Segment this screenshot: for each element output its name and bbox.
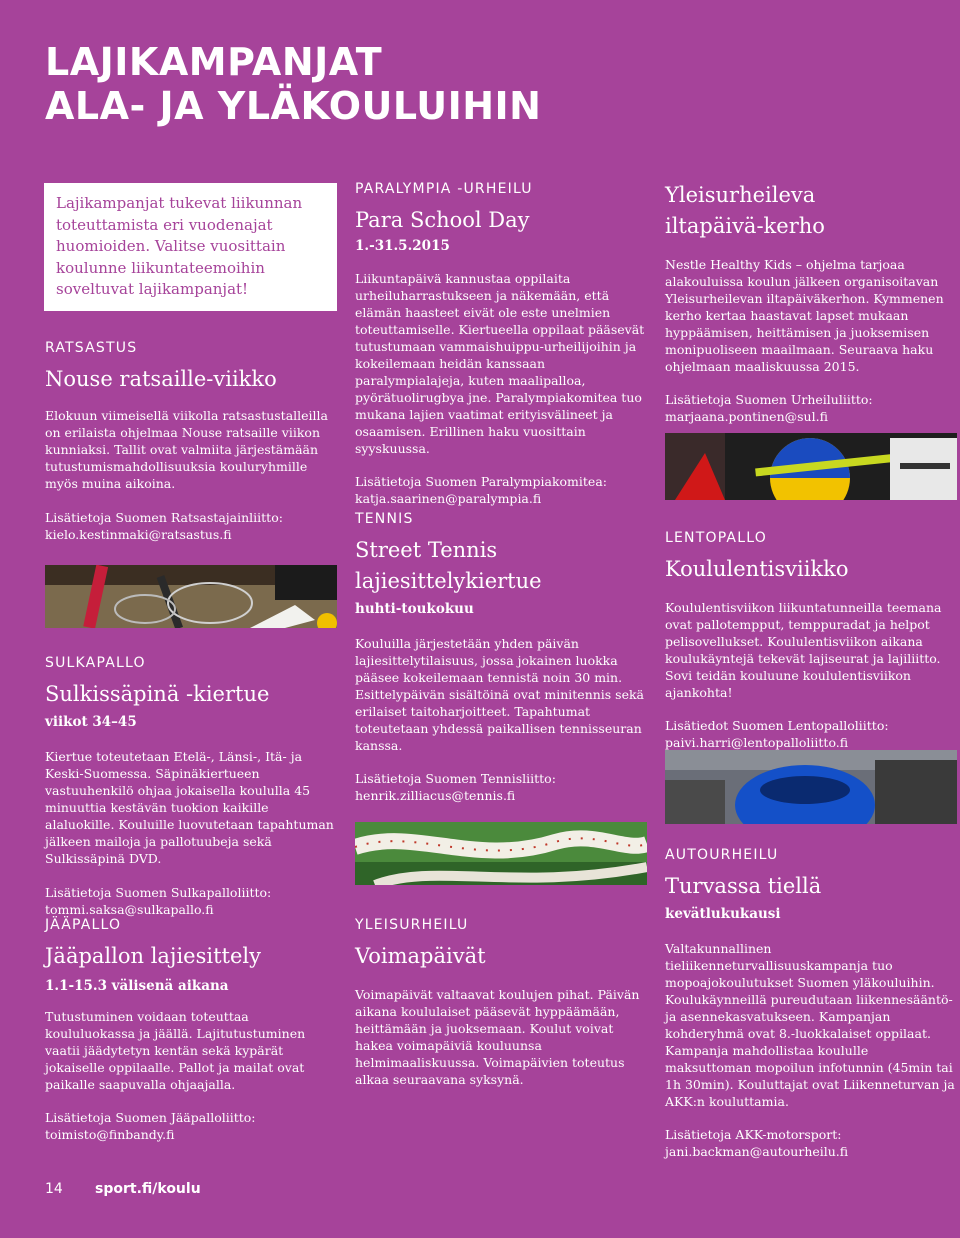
contact-email[interactable]: kielo.kestinmaki@ratsastus.fi xyxy=(45,527,232,542)
section-tennis xyxy=(355,511,647,804)
contact-info xyxy=(665,391,957,425)
contact-label: Lisätietoja Suomen Sulkapalloliitto: xyxy=(45,885,272,900)
section-subtitle: viikot 34–45 xyxy=(45,714,137,730)
category-label: SULKAPALLO xyxy=(45,655,146,671)
category-label: JÄÄPALLO xyxy=(45,917,122,933)
heading-line1: Yleisurheileva xyxy=(665,183,816,207)
section-body: Elokuun viimeisellä viikolla ratsastustalleilla on erilaista ohjelmaa Nouse ratsaille viikon kunniaksi. Tallit ovat valmiita järjestämään tutustumismahdollisuuksia kouluryhmille myös muina aikoina. xyxy=(45,408,329,491)
category-label: LENTOPALLO xyxy=(665,530,767,546)
section-body: Tutustuminen voidaan toteuttaa koululuokassa ja jäällä. Lajitutustuminen vaatii jäädytetyn kentän sekä kypärät jokaiselle oppilaalle. Pallot ja mailat ovat paikalle saapuvalla ohjaajalla. xyxy=(45,1009,306,1092)
section-heading: Koululentisviikko xyxy=(665,557,849,581)
section-subtitle: kevätlukukausi xyxy=(665,906,781,922)
section-autourheilu xyxy=(665,847,957,1160)
heading-line1: Street Tennis xyxy=(355,538,498,562)
contact-email[interactable]: marjaana.pontinen@sul.fi xyxy=(665,409,828,424)
page-title xyxy=(45,40,541,128)
measuring-tape-photo xyxy=(355,822,647,885)
section-jaapallo xyxy=(45,917,337,1143)
page-number: 14 xyxy=(45,1181,63,1197)
contact-label: Lisätietoja Suomen Jääpalloliitto: xyxy=(45,1110,256,1125)
section-subtitle: 1.-31.5.2015 xyxy=(355,238,450,254)
contact-info xyxy=(665,1126,957,1160)
contact-info xyxy=(45,1109,337,1143)
section-paralympia xyxy=(355,181,647,507)
heading-line2: lajiesittelykiertue xyxy=(355,569,542,593)
category-label: YLEISURHEILU xyxy=(355,917,469,933)
contact-info xyxy=(45,509,337,543)
section-heading: Turvassa tiellä xyxy=(665,874,822,898)
contact-info xyxy=(45,884,337,918)
sports-equipment-photo xyxy=(665,433,957,500)
motorsport-illustration xyxy=(665,750,957,824)
section-heading xyxy=(355,535,647,597)
section-lentopallo xyxy=(665,530,957,751)
section-body: Valtakunnallinen tieliikenneturvallisuuskampanja tuo mopoajokoulutukset Suomen yläkouluihin. Koulukäynneillä pureudutaan liikennesääntö- ja asennekasvatukseen. Kampanjan kohderyhmä ovat 8.-luokkalaiset oppilaat. Kampanja mahdollistaa koululle maksuttoman mopoilun infotunnin (45min tai 1h 30min). Kouluttajat ovat Liikenneturvan ja AKK:n kouluttamia. xyxy=(665,941,955,1109)
contact-email[interactable]: toimisto@finbandy.fi xyxy=(45,1127,175,1142)
contact-label: Lisätietoja Suomen Tennisliitto: xyxy=(355,771,556,786)
page-title-line2: ALA- JA YLÄKOULUIHIN xyxy=(45,84,542,128)
section-body: Koululentisviikon liikuntatunneilla teemana ovat pallotempput, temppuradat ja helpot pelisovellukset. Koululentisviikon aikana koulukäyntejä tekevät lajiseurat ja lajiliitto. Sovi teidän kouluune koululentisviikon ajankohta! xyxy=(665,600,942,700)
category-label: PARALYMPIA -URHEILU xyxy=(355,181,533,197)
category-label: AUTOURHEILU xyxy=(665,847,779,863)
section-ratsastus xyxy=(45,340,337,543)
contact-email[interactable]: paivi.harri@lentopalloliitto.fi xyxy=(665,735,849,750)
category-label: RATSASTUS xyxy=(45,340,138,356)
contact-email[interactable]: henrik.zilliacus@tennis.fi xyxy=(355,788,516,803)
contact-email[interactable]: jani.backman@autourheilu.fi xyxy=(665,1144,849,1159)
contact-label: Lisätietoja Suomen Ratsastajainliitto: xyxy=(45,510,283,525)
section-heading: Jääpallon lajiesittely xyxy=(45,944,261,968)
section-body: Liikuntapäivä kannustaa oppilaita urheiluharrastukseen ja näkemään, että elämän haasteet eivät ole este unelmien toteuttamiselle. Kiertueella oppilaat pääsevät tutustumaan vammaishuippu-urheilijoihin ja kokeilemaan heidän kanssaan paralympialajeja, kuten maalipalloa, pyörätuolirugbya jne. Paralympiakomitea tuo mukana lajien vaatimat erityisvälineet ja osaamisen. Erillinen haku vuosittain syyskuussa. xyxy=(355,271,645,456)
category-label: TENNIS xyxy=(355,511,414,527)
contact-info xyxy=(355,473,647,507)
intro-text: Lajikampanjat tukevat liikunnan toteuttamista eri vuodenajat huomioiden. Valitse vuosittain koulunne liikuntateemoihin soveltuvat lajikampanjat! xyxy=(56,194,303,298)
contact-info xyxy=(665,717,957,751)
motorsport-photo xyxy=(665,750,957,824)
heading-line2: iltapäivä-kerho xyxy=(665,214,825,238)
contact-label: Lisätietoja Suomen Paralympiakomitea: xyxy=(355,474,607,489)
contact-label: Lisätietoja Suomen Urheiluliitto: xyxy=(665,392,873,407)
sports-equipment-illustration xyxy=(665,433,957,500)
section-sulkapallo xyxy=(45,655,337,918)
measuring-tape-illustration xyxy=(355,822,647,885)
section-body: Kouluilla järjestetään yhden päivän lajiesittelytilaisuus, jossa jokainen luokka pääsee kokeilemaan tennistä noin 30 min. Esittelypäivän sisältöinä ovat minitennis sekä erilaiset taitoharjoitteet. Tapahtumat toteutetaan yhdessä paikallisen tennisseuran kanssa. xyxy=(355,636,645,753)
section-heading xyxy=(665,180,957,242)
footer-site-link[interactable]: sport.fi/koulu xyxy=(95,1181,201,1197)
section-heading: Sulkissäpinä -kiertue xyxy=(45,682,270,706)
section-subtitle: huhti-toukokuu xyxy=(355,601,474,617)
contact-info xyxy=(355,770,647,804)
section-body: Voimapäivät valtaavat koulujen pihat. Päivän aikana koululaiset pääsevät hyppäämään, heittämään ja juoksemaan. Koulut voivat hakea voimapäiviä kouluunsa helmimaaliskuussa. Voimapäivien toteutus alkaa seuraavana syksynä. xyxy=(355,987,640,1087)
section-iltapaiva xyxy=(665,180,957,425)
section-heading: Para School Day xyxy=(355,208,530,232)
contact-email[interactable]: tommi.saksa@sulkapallo.fi xyxy=(45,902,214,917)
section-body: Nestle Healthy Kids – ohjelma tarjoaa alakouluissa koulun jälkeen organisoitavan Yleisurheilevan iltapäiväkerhon. Kymmenen kerho kertaa haastavat lapset mukaan hyppäämisen, heittämisen ja juoksemisen monipuoliseen maailmaan. Seuraava haku ohjelmaan maaliskuussa 2015. xyxy=(665,257,944,374)
intro-box xyxy=(44,183,337,311)
badminton-photo xyxy=(45,565,337,628)
section-heading: Nouse ratsaille-viikko xyxy=(45,367,277,391)
section-voimapaivat xyxy=(355,917,647,1088)
badminton-illustration xyxy=(45,565,337,628)
contact-email[interactable]: katja.saarinen@paralympia.fi xyxy=(355,491,542,506)
contact-label: Lisätiedot Suomen Lentopalloliitto: xyxy=(665,718,889,733)
section-heading: Voimapäivät xyxy=(355,944,486,968)
contact-label: Lisätietoja AKK-motorsport: xyxy=(665,1127,842,1142)
page-title-line1: LAJIKAMPANJAT xyxy=(45,40,383,84)
section-subtitle: 1.1-15.3 välisenä aikana xyxy=(45,978,229,994)
section-body: Kiertue toteutetaan Etelä-, Länsi-, Itä- ja Keski-Suomessa. Säpinäkiertueen vastuuhenkilö ohjaa jokaisella koululla 45 minuuttia kestävän tuokion kaikille alaluokille. Kouluille luovutetaan tapahtuman jälkeen mailoja ja pallotuubeja sekä Sulkissäpinä DVD. xyxy=(45,749,334,866)
